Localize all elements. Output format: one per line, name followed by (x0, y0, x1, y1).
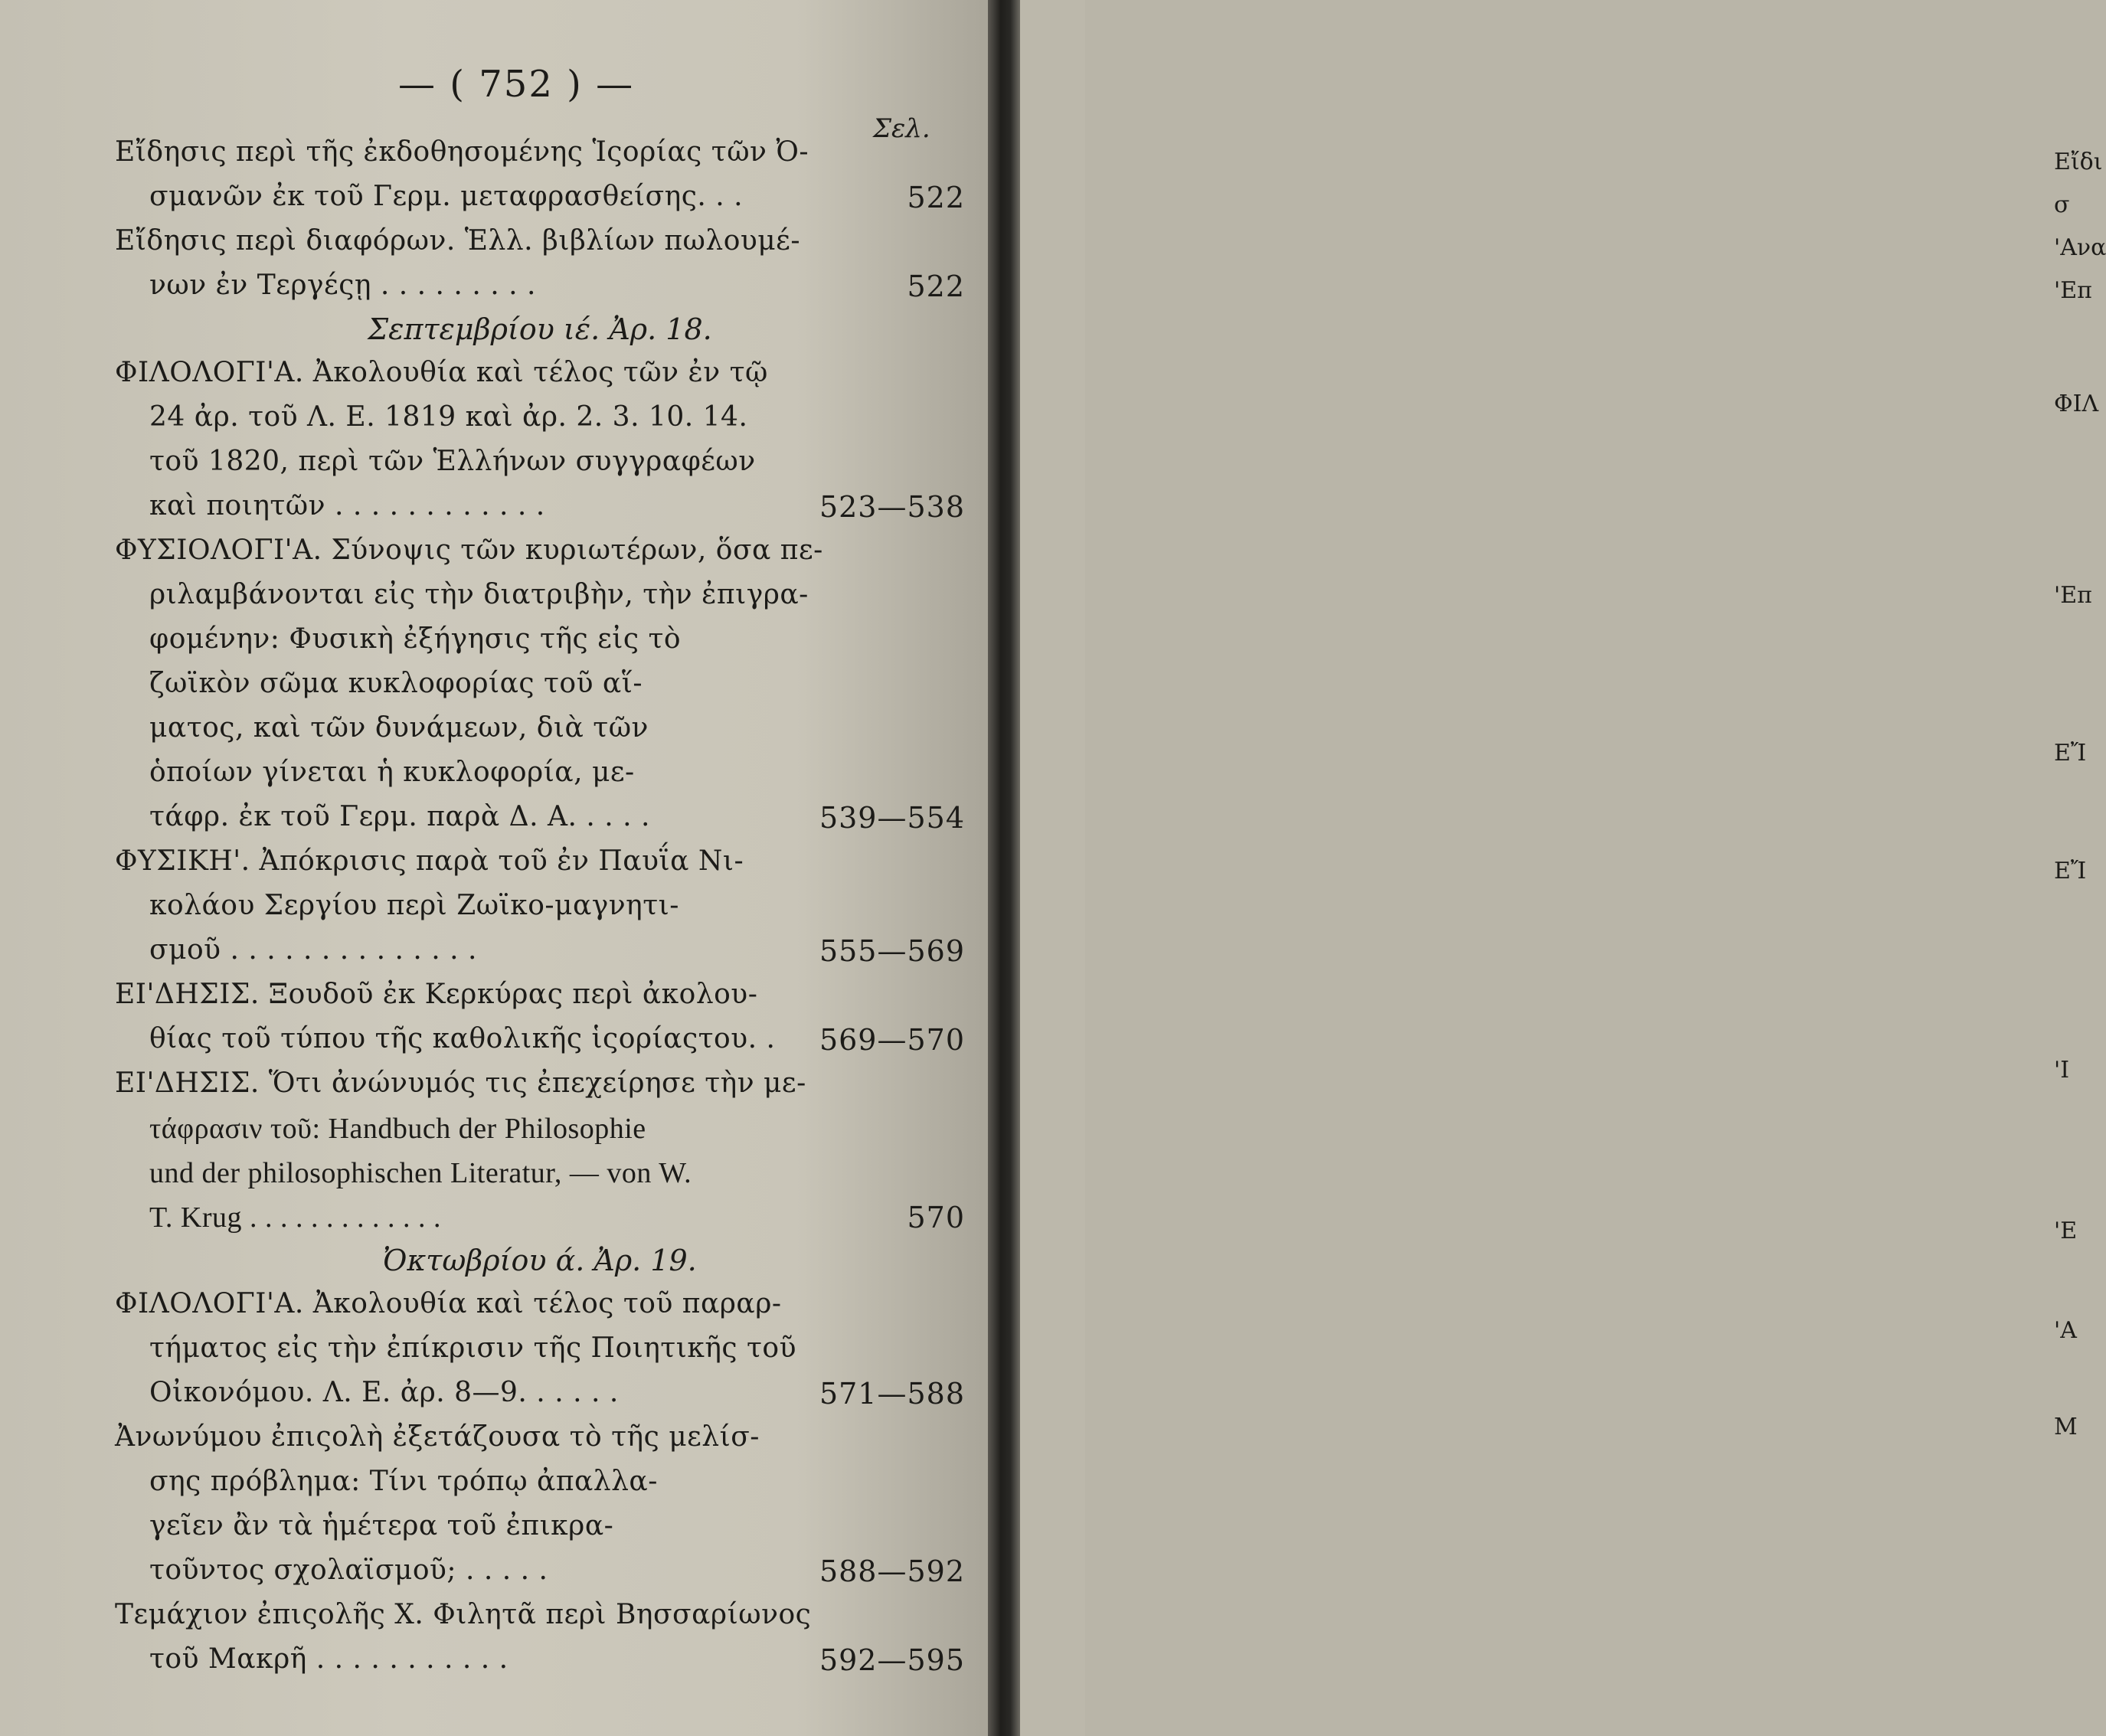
entry-line: καὶ ποιητῶν . . . . . . . . . . . . (149, 490, 545, 521)
entry-line: Ἀνωνύμου ἐπιςολὴ ἐξετάζουσα τὸ τῆς μελίσ- (115, 1421, 760, 1453)
date-heading: Ὀκτωβρίου ά. Ἀρ. 19. (383, 1244, 697, 1277)
entry-line: ματος, καὶ τῶν δυνάμεων, διὰ τῶν (149, 712, 649, 744)
entry-line: σης πρόβλημα: Τίνι τρόπῳ ἀπαλλα- (149, 1466, 658, 1497)
entry-line: ριλαμβάνονται εἰς τὴν διατριβὴν, τὴν ἐπιγρα- (149, 579, 809, 610)
entry-line: σμανῶν ἐκ τοῦ Γερμ. μεταφρασθείσης. . . (149, 181, 744, 212)
entry-line: T. Krug . . . . . . . . . . . . . (149, 1201, 441, 1234)
entry-line: τάφρασιν τοῦ: Handbuch der Philosophie (149, 1113, 646, 1145)
entry-line: σμοῦ . . . . . . . . . . . . . . (149, 934, 477, 966)
page-range: 539—554 (819, 801, 965, 835)
entry-line: ΕΙ'ΔΗΣΙΣ. Ξουδοῦ ἐκ Κερκύρας περὶ ἀκολου- (115, 979, 758, 1010)
entry-line: τοῦ Μακρῆ . . . . . . . . . . . (149, 1643, 509, 1675)
entry-line: 24 ἀρ. τοῦ Λ. Ε. 1819 καὶ ἀρ. 2. 3. 10. 14. (149, 401, 748, 433)
adjacent-page-fragment: σ (2054, 191, 2070, 218)
entry-line: Οἰκονόμου. Λ. Ε. ἀρ. 8—9. . . . . . (149, 1377, 619, 1408)
adjacent-page-fragment: ΦΙΛ (2054, 391, 2099, 417)
entry-line: νων ἐν Τεργέςῃ . . . . . . . . . (149, 270, 536, 301)
entry-line: ΦΥΣΙΟΛΟΓΙ'Α. Σύνοψις τῶν κυριωτέρων, ὅσα πε- (115, 535, 823, 566)
entry-line: Εἴδησις περὶ διαφόρων. Ἑλλ. βιβλίων πωλουμέ- (115, 225, 800, 257)
adjacent-page-edge (1020, 0, 2106, 1736)
entry-line: κολάου Σεργίου περὶ Ζωϊκο-μαγνητι- (149, 890, 679, 921)
book-page (0, 0, 996, 1736)
entry-line: und der philosophischen Literatur, — von W. (149, 1157, 692, 1189)
page-range: 571—588 (819, 1377, 965, 1411)
entry-line: φομένην: Φυσικὴ ἐξήγησις τῆς εἰς τὸ (149, 623, 682, 655)
adjacent-page-fragment: 'Ι (2054, 1057, 2070, 1084)
entry-line: ΦΥΣΙΚΗ'. Ἀπόκρισις παρὰ τοῦ ἐν Παυΐα Νι- (115, 845, 744, 877)
page-header: — ( 752 ) — (398, 63, 635, 106)
entry-line: τοῦ 1820, περὶ τῶν Ἑλλήνων συγγραφέων (149, 446, 756, 477)
entry-line: Εἴδησις περὶ τῆς ἐκδοθησομένης Ἱςορίας τῶν Ὀ- (115, 136, 809, 168)
adjacent-page-fragment: ΕἼ (2054, 740, 2087, 767)
entry-line: τάφρ. ἐκ τοῦ Γερμ. παρὰ Δ. Α. . . . . (149, 801, 651, 832)
page-range: 555—569 (819, 934, 965, 968)
entry-line: ΦΙΛΟΛΟΓΙ'Α. Ἀκολουθία καὶ τέλος τοῦ παραρ- (115, 1288, 782, 1319)
entry-line: ΦΙΛΟΛΟΓΙ'Α. Ἀκολουθία καὶ τέλος τῶν ἐν τῷ (115, 357, 768, 388)
entry-line: τοῦντος σχολαϊσμοῦ; . . . . . (149, 1555, 548, 1586)
entry-line: ΕΙ'ΔΗΣΙΣ. Ὅτι ἀνώνυμός τις ἐπεχείρησε τὴν με- (115, 1067, 806, 1099)
page-range: 592—595 (819, 1643, 965, 1677)
entry-line: γεῖεν ἂν τὰ ἡμέτερα τοῦ ἐπικρα- (149, 1510, 614, 1541)
adjacent-page-fragment: 'Επ (2054, 277, 2092, 304)
adjacent-page-fragment: 'Ε (2054, 1218, 2078, 1244)
adjacent-page-fragment: Εἴδι (2054, 149, 2103, 175)
entry-line: ζωϊκὸν σῶμα κυκλοφορίας τοῦ αἵ- (149, 668, 643, 699)
date-heading: Σεπτεμβρίου ιέ. Ἀρ. 18. (368, 312, 712, 346)
page-range: 523—538 (819, 490, 965, 524)
adjacent-page-fragment: 'Α (2054, 1317, 2077, 1344)
adjacent-page-fragment: Μ (2054, 1414, 2078, 1440)
adjacent-page-fragment: 'Επ (2054, 582, 2092, 609)
entry-line: Τεμάχιον ἐπιςολῆς Χ. Φιλητᾶ περὶ Βησσαρίωνος (115, 1599, 812, 1630)
page-range: 570 (907, 1201, 965, 1234)
adjacent-page-fragment: ΕἼ (2054, 858, 2087, 884)
entry-line: ὁποίων γίνεται ἡ κυκλοφορία, με- (149, 757, 635, 788)
entry-line: θίας τοῦ τύπου τῆς καθολικῆς ἱςορίαςτου. . (149, 1023, 776, 1054)
page-range: 588—592 (819, 1555, 965, 1588)
page-range: 569—570 (819, 1023, 965, 1057)
adjacent-page-fragment: 'Ανα (2054, 234, 2106, 261)
page-range: 522 (907, 270, 965, 303)
book-gutter (988, 0, 1020, 1736)
page-range: 522 (907, 181, 965, 214)
page-column-label: Σελ. (873, 113, 930, 144)
entry-line: τήματος εἰς τὴν ἐπίκρισιν τῆς Ποιητικῆς τοῦ (149, 1332, 796, 1364)
